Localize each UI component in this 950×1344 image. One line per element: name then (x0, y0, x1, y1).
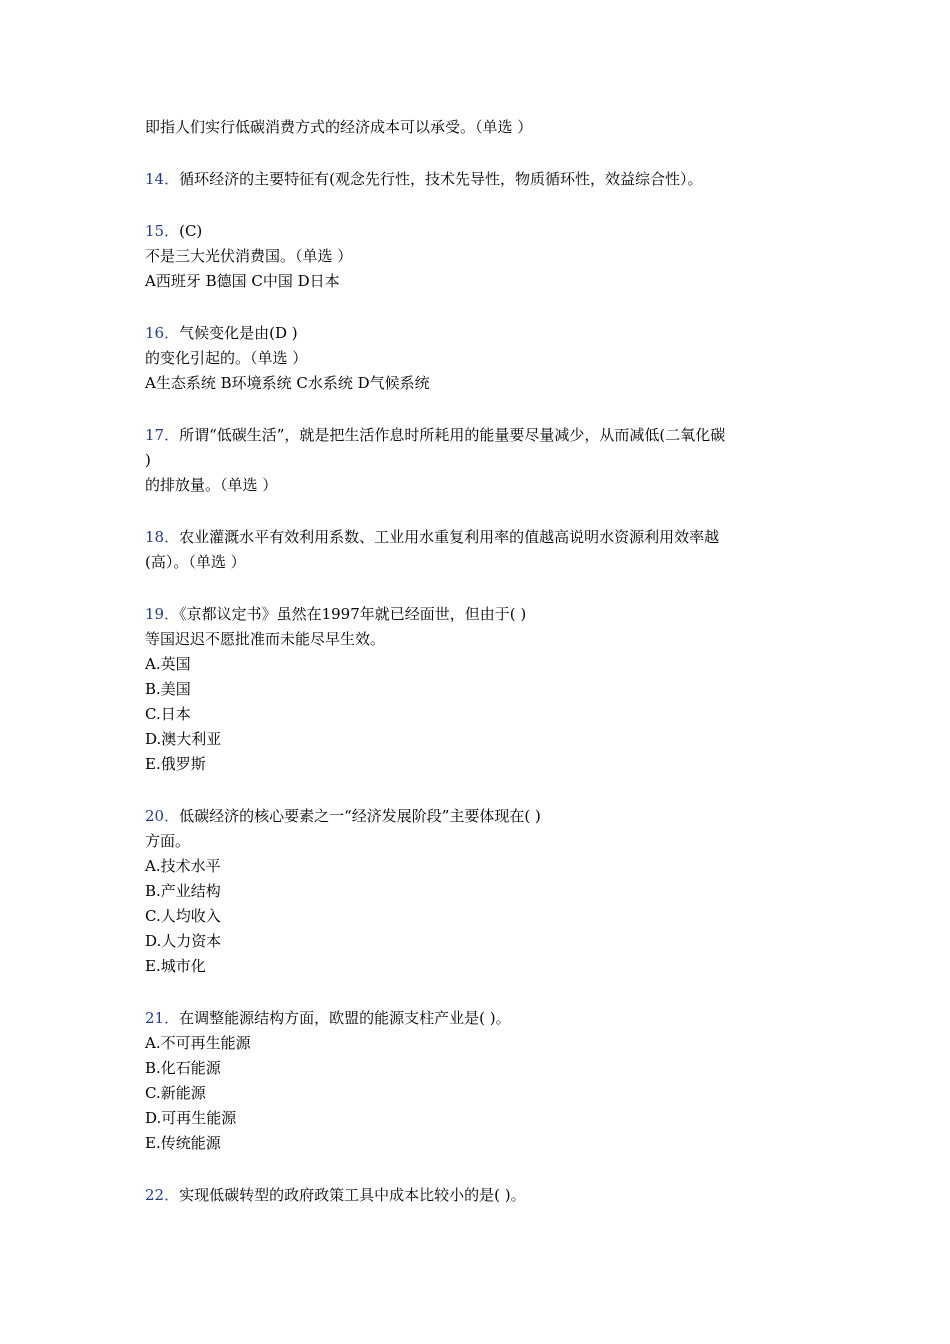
question-18 (145, 525, 825, 575)
question-text: 低碳经济的核心要素之一“经济发展阶段”主要体现在( ) (179, 807, 541, 825)
question-line: 的变化引起的。（单选 ） (145, 349, 308, 367)
option-c: C.人均收入 (145, 907, 221, 925)
option-e: E.传统能源 (145, 1134, 221, 1152)
option-b: B.美国 (145, 680, 191, 698)
question-line: 等国迟迟不愿批准而未能尽早生效。 (145, 630, 386, 648)
question-number: 21． (145, 1009, 180, 1027)
option-line: A西班牙 B德国 C中国 D日本 (145, 272, 340, 290)
question-line (145, 1183, 825, 1208)
question-text: 气候变化是由(D ) (179, 324, 298, 342)
question-text: 实现低碳转型的政府政策工具中成本比较小的是( )。 (179, 1186, 526, 1204)
option-d: D.可再生能源 (145, 1109, 237, 1127)
question-line: ) (145, 451, 151, 469)
question-line (145, 602, 825, 627)
option-e: E.俄罗斯 (145, 755, 206, 773)
question-text: 《京都议定书》虽然在1997年就已经面世，但由于( ) (179, 605, 527, 623)
question-line: 的排放量。（单选 ） (145, 476, 278, 494)
question-line (145, 1006, 825, 1031)
option-line: A生态系统 B环境系统 C水系统 D气候系统 (145, 374, 430, 392)
question-text: 循环经济的主要特征有(观念先行性，技术先导性，物质循环性，效益综合性）。 (179, 170, 703, 188)
option-a: A.英国 (145, 655, 191, 673)
option-d: D.人力资本 (145, 932, 222, 950)
question-line (145, 167, 825, 192)
spacer (145, 498, 825, 525)
question-line (145, 804, 825, 829)
question-14 (145, 167, 825, 192)
option-b: B.产业结构 (145, 882, 221, 900)
intro-line: 即指人们实行低碳消费方式的经济成本可以承受。（单选 ） (145, 118, 533, 136)
question-line: 不是三大光伏消费国。（单选 ） (145, 247, 353, 265)
question-17 (145, 423, 825, 498)
question-number: 15． (145, 222, 180, 240)
question-line: (高）。（单选 ） (145, 553, 246, 571)
question-15 (145, 219, 825, 294)
question-number: 16． (145, 324, 180, 342)
question-text: (C) (179, 222, 203, 240)
question-number: 17． (145, 426, 180, 444)
option-c: C.新能源 (145, 1084, 206, 1102)
spacer (145, 140, 825, 167)
question-number: 18． (145, 528, 180, 546)
option-c: C.日本 (145, 705, 191, 723)
option-d: D.澳大利亚 (145, 730, 222, 748)
question-line (145, 525, 825, 550)
question-line: 方面。 (145, 832, 191, 850)
question-number: 22． (145, 1186, 180, 1204)
question-21 (145, 1006, 825, 1156)
question-20 (145, 804, 825, 979)
spacer (145, 979, 825, 1006)
question-line (145, 423, 825, 448)
question-number: 20． (145, 807, 180, 825)
question-text: 所谓“低碳生活”，就是把生活作息时所耗用的能量要尽量减少，从而减低(二氧化碳 (179, 426, 726, 444)
option-a: A.不可再生能源 (145, 1034, 251, 1052)
question-text: 农业灌溉水平有效利用系数、工业用水重复利用率的值越高说明水资源利用效率越 (179, 528, 720, 546)
document-content (145, 115, 825, 1208)
question-text: 在调整能源结构方面，欧盟的能源支柱产业是( )。 (179, 1009, 511, 1027)
spacer (145, 575, 825, 602)
option-a: A.技术水平 (145, 857, 221, 875)
spacer (145, 192, 825, 219)
spacer (145, 777, 825, 804)
spacer (145, 1156, 825, 1183)
question-line (145, 219, 825, 244)
option-e: E.城市化 (145, 957, 206, 975)
spacer (145, 396, 825, 423)
question-number: 14． (145, 170, 180, 188)
spacer (145, 294, 825, 321)
question-16 (145, 321, 825, 396)
question-19 (145, 602, 825, 777)
question-22 (145, 1183, 825, 1208)
option-b: B.化石能源 (145, 1059, 221, 1077)
question-line (145, 321, 825, 346)
question-number: 19． (145, 605, 180, 623)
